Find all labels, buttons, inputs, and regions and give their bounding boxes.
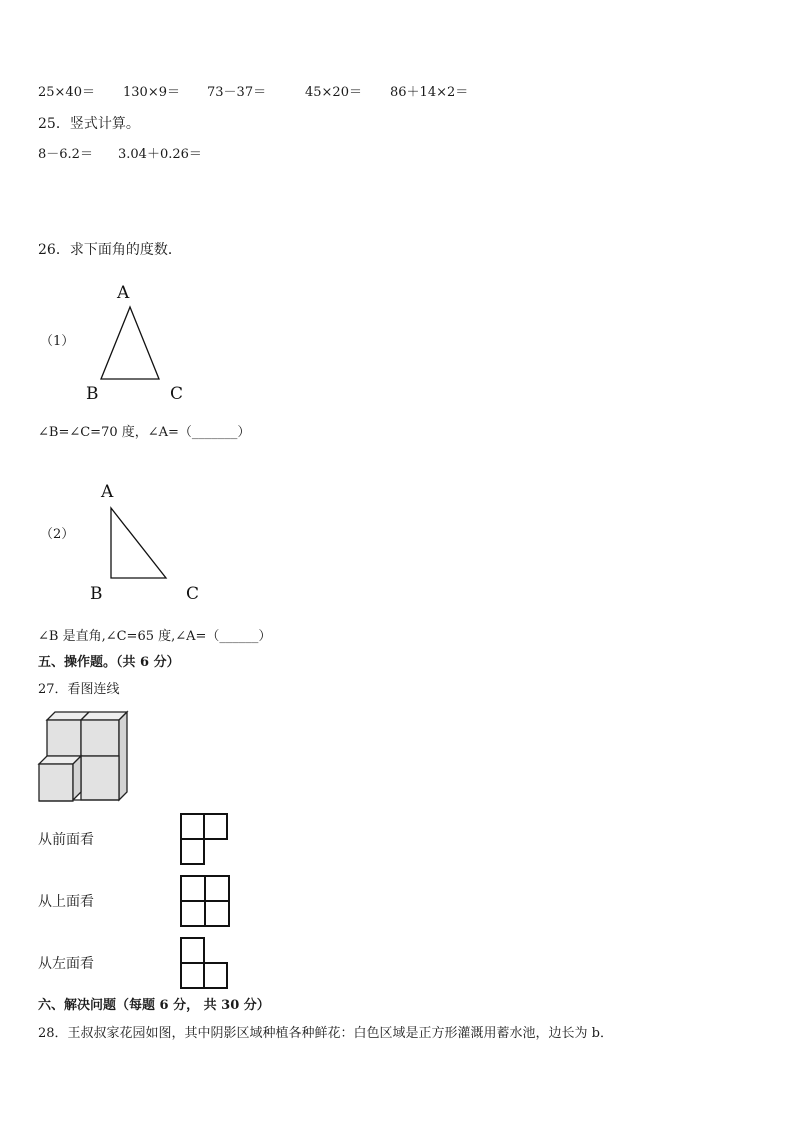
section6-title: 六、解决问题（每题 6 分， 共 30 分） [38,998,270,1013]
q27-title: 27．看图连线 [38,682,120,697]
calc-item-3: 73－37＝ [207,85,267,100]
triangle-1-label-c: C [170,384,184,404]
view-label-top: 从上面看 [38,894,94,910]
triangle-1-label-a: A [117,283,130,303]
calc-item-4: 45×20＝ [305,85,362,100]
view-label-front: 从前面看 [38,832,94,848]
q25-title: 25．竖式计算。 [38,116,140,132]
triangle-1-label-b: B [86,384,99,404]
fig2-condition: ∠B 是直角,∠C=65 度,∠A=（______） [38,629,272,644]
fig2-index: （2） [40,527,75,542]
q26-title: 26．求下面角的度数． [38,242,182,258]
triangle-2-label-c: C [186,584,200,604]
fig1-index: （1） [40,334,75,349]
view-label-left: 从左面看 [38,956,94,972]
view-shape-c [181,938,227,988]
section5-title: 五、操作题。（共 6 分） [38,655,180,670]
fig1-condition: ∠B=∠C=70 度，∠A=（_______） [38,425,251,440]
q25-item-2: 3.04＋0.26＝ [118,147,202,162]
view-shape-a [181,814,227,864]
q28-text: 28．王叔叔家花园如图，其中阴影区域种植各种鲜花：白色区域是正方形灌溉用蓄水池，边长为 b． [38,1026,613,1041]
calc-item-2: 130×9＝ [123,85,180,100]
triangle-2-label-a: A [101,482,114,502]
calc-item-5: 86＋14×2＝ [390,85,469,100]
triangle-2-label-b: B [90,584,103,604]
view-shape-b [181,876,229,926]
q25-item-1: 8－6.2＝ [38,147,93,162]
calc-item-1: 25×40＝ [38,85,95,100]
